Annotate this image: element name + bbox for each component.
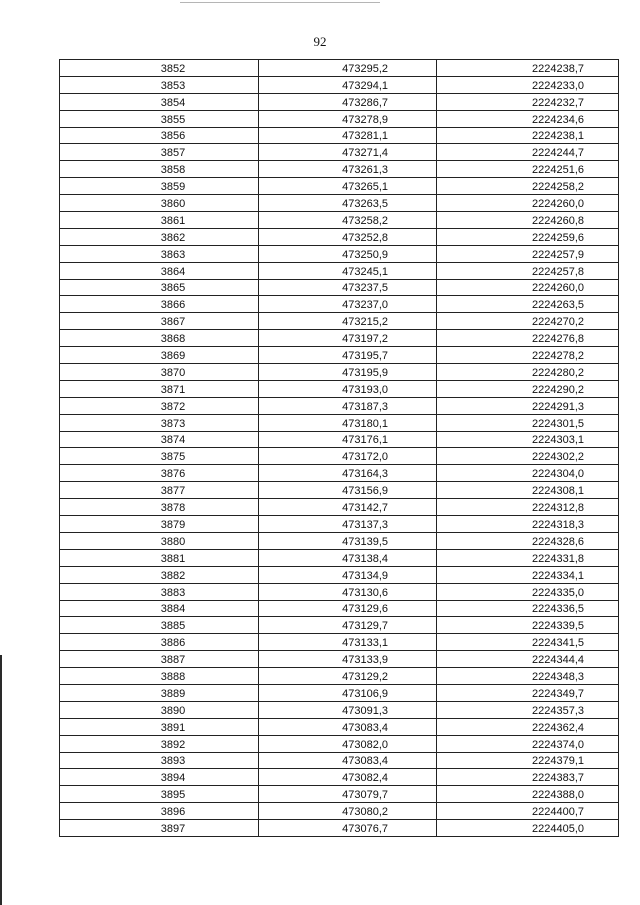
table-row [60,752,619,769]
x-coordinate-cell: 473271,4 [259,144,437,161]
y-coordinate-cell: 2224362,4 [437,718,619,735]
y-coordinate-cell: 2224301,5 [437,414,619,431]
table-row [60,380,619,397]
table-row [60,600,619,617]
x-coordinate-cell: 473263,5 [259,195,437,212]
table-row [60,634,619,651]
point-number-cell: 3858 [60,161,259,178]
table-row [60,566,619,583]
point-number-cell: 3897 [60,820,259,837]
table-row [60,516,619,533]
table-row [60,431,619,448]
table-row [60,279,619,296]
point-number-cell: 3856 [60,127,259,144]
y-coordinate-cell: 2224232,7 [437,93,619,110]
coordinates-table [59,59,619,837]
y-coordinate-cell: 2224341,5 [437,634,619,651]
point-number-cell: 3855 [60,110,259,127]
point-number-cell: 3884 [60,600,259,617]
x-coordinate-cell: 473176,1 [259,431,437,448]
x-coordinate-cell: 473129,6 [259,600,437,617]
page-number: 92 [313,34,327,49]
point-number-cell: 3866 [60,296,259,313]
point-number-cell: 3879 [60,516,259,533]
y-coordinate-cell: 2224291,3 [437,397,619,414]
x-coordinate-cell: 473258,2 [259,212,437,229]
x-coordinate-cell: 473265,1 [259,178,437,195]
y-coordinate-cell: 2224331,8 [437,549,619,566]
x-coordinate-cell: 473133,1 [259,634,437,651]
point-number-cell: 3883 [60,583,259,600]
y-coordinate-cell: 2224290,2 [437,380,619,397]
x-coordinate-cell: 473281,1 [259,127,437,144]
point-number-cell: 3868 [60,330,259,347]
table-row [60,684,619,701]
x-coordinate-cell: 473137,3 [259,516,437,533]
point-number-cell: 3895 [60,786,259,803]
y-coordinate-cell: 2224238,7 [437,60,619,77]
point-number-cell: 3896 [60,803,259,820]
y-coordinate-cell: 2224344,4 [437,651,619,668]
x-coordinate-cell: 473133,9 [259,651,437,668]
y-coordinate-cell: 2224278,2 [437,347,619,364]
table-row [60,786,619,803]
table-row [60,313,619,330]
y-coordinate-cell: 2224263,5 [437,296,619,313]
point-number-cell: 3887 [60,651,259,668]
x-coordinate-cell: 473134,9 [259,566,437,583]
point-number-cell: 3886 [60,634,259,651]
x-coordinate-cell: 473139,5 [259,532,437,549]
y-coordinate-cell: 2224233,0 [437,76,619,93]
x-coordinate-cell: 473261,3 [259,161,437,178]
x-coordinate-cell: 473286,7 [259,93,437,110]
x-coordinate-cell: 473082,0 [259,735,437,752]
table-row [60,397,619,414]
x-coordinate-cell: 473138,4 [259,549,437,566]
table-row [60,364,619,381]
x-coordinate-cell: 473195,7 [259,347,437,364]
x-coordinate-cell: 473250,9 [259,245,437,262]
point-number-cell: 3860 [60,195,259,212]
table-row [60,803,619,820]
y-coordinate-cell: 2224258,2 [437,178,619,195]
x-coordinate-cell: 473237,0 [259,296,437,313]
table-row [60,245,619,262]
y-coordinate-cell: 2224336,5 [437,600,619,617]
y-coordinate-cell: 2224244,7 [437,144,619,161]
y-coordinate-cell: 2224234,6 [437,110,619,127]
table-row [60,347,619,364]
point-number-cell: 3892 [60,735,259,752]
y-coordinate-cell: 2224308,1 [437,482,619,499]
y-coordinate-cell: 2224348,3 [437,668,619,685]
table-row [60,668,619,685]
x-coordinate-cell: 473215,2 [259,313,437,330]
x-coordinate-cell: 473278,9 [259,110,437,127]
y-coordinate-cell: 2224251,6 [437,161,619,178]
table-row [60,228,619,245]
x-coordinate-cell: 473172,0 [259,448,437,465]
table-row [60,482,619,499]
point-number-cell: 3874 [60,431,259,448]
point-number-cell: 3871 [60,380,259,397]
y-coordinate-cell: 2224335,0 [437,583,619,600]
x-coordinate-cell: 473091,3 [259,701,437,718]
point-number-cell: 3864 [60,262,259,279]
table-row [60,195,619,212]
y-coordinate-cell: 2224257,8 [437,262,619,279]
point-number-cell: 3873 [60,414,259,431]
y-coordinate-cell: 2224328,6 [437,532,619,549]
y-coordinate-cell: 2224357,3 [437,701,619,718]
point-number-cell: 3888 [60,668,259,685]
table-row [60,110,619,127]
point-number-cell: 3890 [60,701,259,718]
x-coordinate-cell: 473082,4 [259,769,437,786]
y-coordinate-cell: 2224318,3 [437,516,619,533]
x-coordinate-cell: 473083,4 [259,752,437,769]
y-coordinate-cell: 2224303,1 [437,431,619,448]
point-number-cell: 3878 [60,499,259,516]
x-coordinate-cell: 473106,9 [259,684,437,701]
point-number-cell: 3894 [60,769,259,786]
x-coordinate-cell: 473180,1 [259,414,437,431]
x-coordinate-cell: 473295,2 [259,60,437,77]
table-row [60,701,619,718]
y-coordinate-cell: 2224383,7 [437,769,619,786]
x-coordinate-cell: 473079,7 [259,786,437,803]
x-coordinate-cell: 473237,5 [259,279,437,296]
point-number-cell: 3889 [60,684,259,701]
point-number-cell: 3862 [60,228,259,245]
table-row [60,161,619,178]
y-coordinate-cell: 2224260,0 [437,279,619,296]
point-number-cell: 3867 [60,313,259,330]
point-number-cell: 3893 [60,752,259,769]
table-row [60,144,619,161]
table-row [60,212,619,229]
table-row [60,448,619,465]
x-coordinate-cell: 473130,6 [259,583,437,600]
y-coordinate-cell: 2224260,8 [437,212,619,229]
y-coordinate-cell: 2224260,0 [437,195,619,212]
table-row [60,583,619,600]
point-number-cell: 3859 [60,178,259,195]
y-coordinate-cell: 2224339,5 [437,617,619,634]
point-number-cell: 3876 [60,465,259,482]
point-number-cell: 3863 [60,245,259,262]
table-row [60,820,619,837]
point-number-cell: 3865 [60,279,259,296]
y-coordinate-cell: 2224302,2 [437,448,619,465]
table-row [60,769,619,786]
x-coordinate-cell: 473197,2 [259,330,437,347]
point-number-cell: 3875 [60,448,259,465]
table-row [60,532,619,549]
y-coordinate-cell: 2224374,0 [437,735,619,752]
y-coordinate-cell: 2224259,6 [437,228,619,245]
y-coordinate-cell: 2224405,0 [437,820,619,837]
y-coordinate-cell: 2224270,2 [437,313,619,330]
table-row [60,499,619,516]
point-number-cell: 3880 [60,532,259,549]
table-row [60,262,619,279]
table-row [60,651,619,668]
table-row [60,330,619,347]
top-scan-line [180,2,380,3]
point-number-cell: 3869 [60,347,259,364]
point-number-cell: 3854 [60,93,259,110]
table-row [60,735,619,752]
point-number-cell: 3870 [60,364,259,381]
table-row [60,414,619,431]
table-row [60,93,619,110]
y-coordinate-cell: 2224238,1 [437,127,619,144]
table-row [60,76,619,93]
point-number-cell: 3882 [60,566,259,583]
y-coordinate-cell: 2224334,1 [437,566,619,583]
point-number-cell: 3885 [60,617,259,634]
point-number-cell: 3861 [60,212,259,229]
table-row [60,60,619,77]
x-coordinate-cell: 473156,9 [259,482,437,499]
x-coordinate-cell: 473083,4 [259,718,437,735]
y-coordinate-cell: 2224304,0 [437,465,619,482]
table-row [60,296,619,313]
page-edge-shadow [0,655,2,905]
x-coordinate-cell: 473245,1 [259,262,437,279]
x-coordinate-cell: 473129,2 [259,668,437,685]
point-number-cell: 3853 [60,76,259,93]
y-coordinate-cell: 2224276,8 [437,330,619,347]
y-coordinate-cell: 2224400,7 [437,803,619,820]
x-coordinate-cell: 473193,0 [259,380,437,397]
x-coordinate-cell: 473080,2 [259,803,437,820]
coordinates-table-body [60,60,619,837]
x-coordinate-cell: 473076,7 [259,820,437,837]
x-coordinate-cell: 473164,3 [259,465,437,482]
table-row [60,465,619,482]
x-coordinate-cell: 473187,3 [259,397,437,414]
y-coordinate-cell: 2224280,2 [437,364,619,381]
y-coordinate-cell: 2224312,8 [437,499,619,516]
x-coordinate-cell: 473252,8 [259,228,437,245]
x-coordinate-cell: 473142,7 [259,499,437,516]
point-number-cell: 3852 [60,60,259,77]
point-number-cell: 3881 [60,549,259,566]
x-coordinate-cell: 473294,1 [259,76,437,93]
table-row [60,549,619,566]
point-number-cell: 3857 [60,144,259,161]
table-row [60,718,619,735]
point-number-cell: 3891 [60,718,259,735]
table-row [60,617,619,634]
y-coordinate-cell: 2224257,9 [437,245,619,262]
x-coordinate-cell: 473129,7 [259,617,437,634]
y-coordinate-cell: 2224388,0 [437,786,619,803]
table-row [60,127,619,144]
point-number-cell: 3872 [60,397,259,414]
point-number-cell: 3877 [60,482,259,499]
x-coordinate-cell: 473195,9 [259,364,437,381]
y-coordinate-cell: 2224349,7 [437,684,619,701]
y-coordinate-cell: 2224379,1 [437,752,619,769]
table-row [60,178,619,195]
